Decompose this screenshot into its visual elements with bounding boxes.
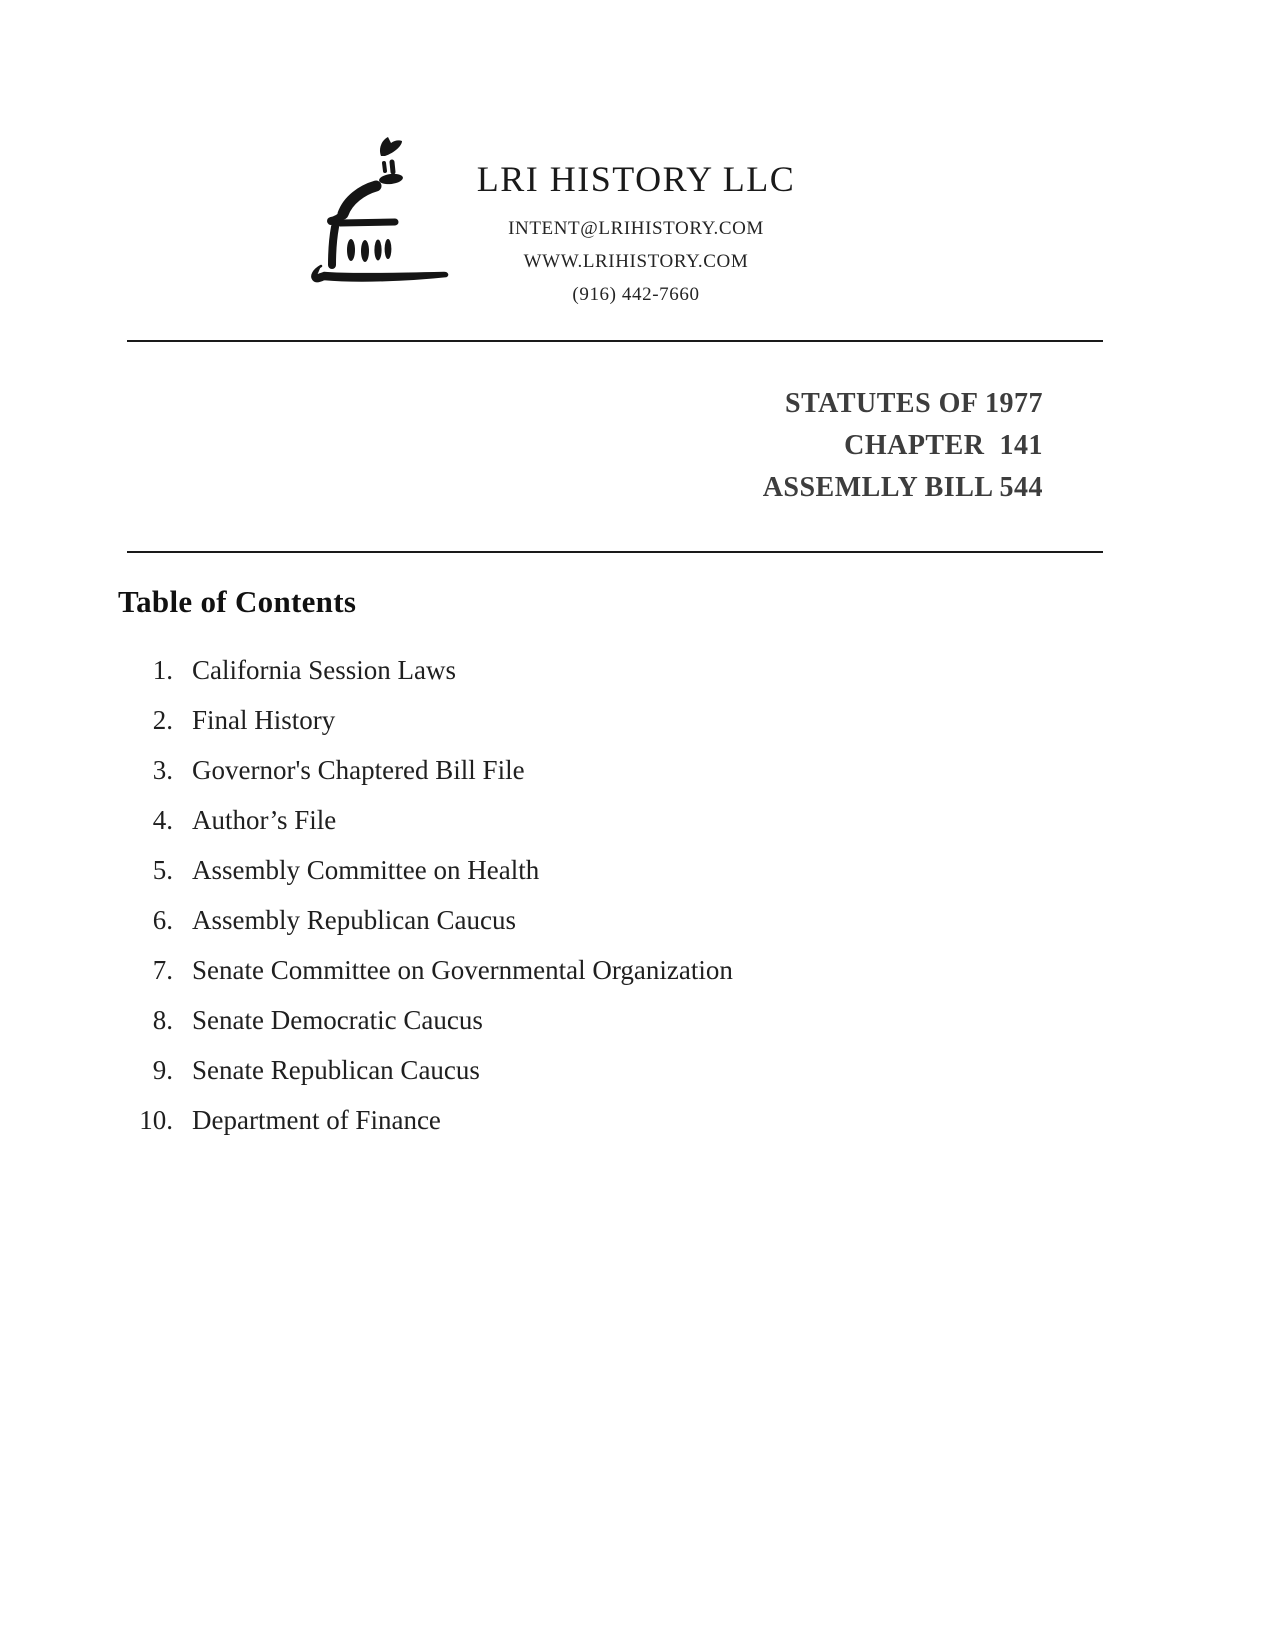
company-name: LRI HISTORY LLC [476,159,796,199]
divider-bottom [127,551,1103,553]
statute-year: STATUTES OF 1977 [785,388,1043,419]
toc-item-label: Author’s File [192,804,337,835]
toc-item-number: 3. [152,754,173,785]
toc-item [108,645,908,695]
toc-item [108,895,908,945]
statute-bill: ASSEMLLY BILL 544 [762,472,1043,503]
company-email: INTENT@LRIHISTORY.COM [508,218,764,239]
toc-item-number: 6. [152,905,173,936]
toc-item-number: 7. [152,955,173,986]
toc-item [108,946,908,996]
toc-item-number: 9. [152,1055,173,1086]
toc-item-label: Final History [192,704,336,735]
statute-block [763,383,1043,509]
toc-heading: Table of Contents [118,584,357,619]
company-website: WWW.LRIHISTORY.COM [523,251,749,272]
toc-item-number: 5. [152,854,173,885]
toc-item-number: 1. [152,654,173,685]
toc-item-label: Senate Democratic Caucus [192,1005,483,1036]
toc-item [108,795,908,845]
toc-item-label: Senate Republican Caucus [192,1055,480,1086]
toc-item-number: 8. [152,1005,173,1036]
toc-item [108,745,908,795]
toc-item [108,845,908,895]
toc-item [108,1046,908,1096]
statute-chapter: CHAPTER 141 [844,430,1043,461]
letterhead [436,158,836,311]
toc-item-number: 10. [139,1105,173,1136]
company-phone: (916) 442-7660 [572,284,700,305]
toc-item-number: 2. [152,704,173,735]
toc-item-label: Department of Finance [192,1105,441,1136]
toc-item [108,996,908,1046]
toc-item-number: 4. [152,804,173,835]
divider-top [127,340,1103,342]
toc-item [108,695,908,745]
toc-item [108,1096,908,1146]
toc-item-label: Senate Committee on Governmental Organization [192,955,733,986]
toc-list [108,645,908,1146]
toc-item-label: Governor's Chaptered Bill File [192,754,525,785]
toc-item-label: Assembly Committee on Health [192,854,540,885]
toc-item-label: California Session Laws [192,654,456,685]
toc-item-label: Assembly Republican Caucus [192,905,516,936]
